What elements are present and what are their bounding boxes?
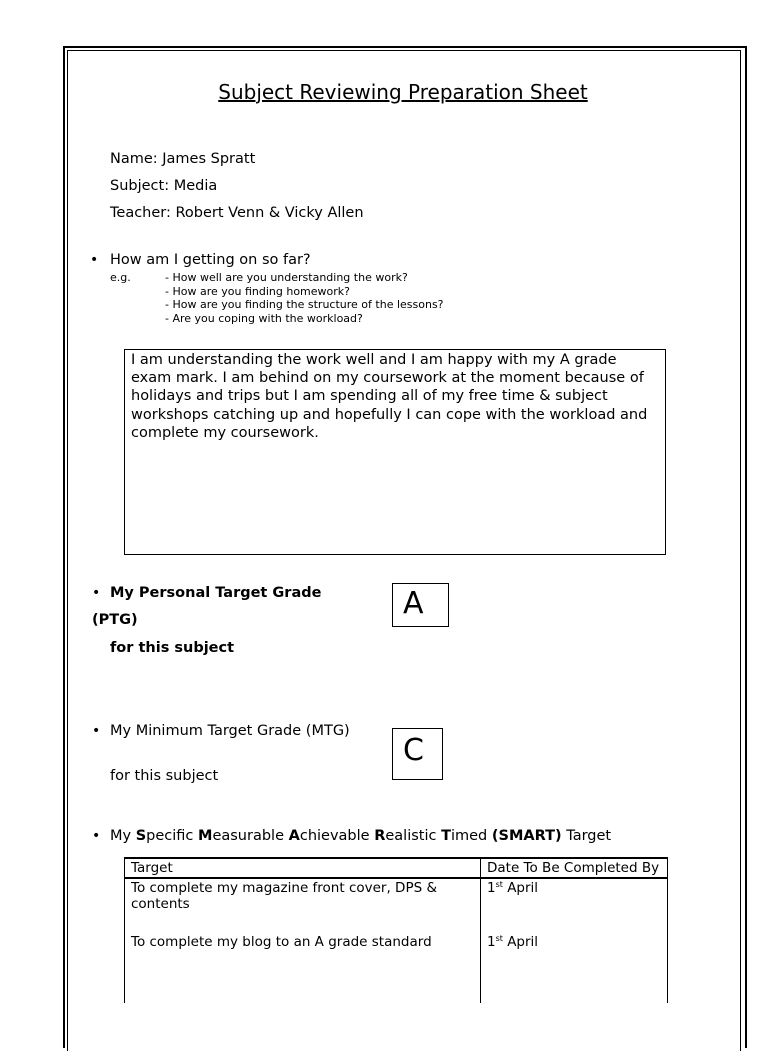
bullet-point: • [92, 723, 101, 739]
table-header-row [125, 858, 668, 878]
prompt-item: - How well are you understanding the work? [165, 271, 408, 284]
bullet-point: • [92, 585, 101, 601]
mtg-label: My Minimum Target Grade (MTG) [110, 723, 350, 739]
date-cell: 1st April 1st April [481, 878, 668, 1003]
table-row [125, 878, 668, 1003]
ptg-grade-box [392, 583, 449, 627]
progress-answer-text: I am understanding the work well and I am happy with my A grade exam mark. I am behind on my coursework at the moment because of holidays and trips but I am spending all of my free time & subject workshops catching up and hopefully I can cope with the workload and complete my coursework. [131, 352, 648, 441]
student-teacher: Teacher: Robert Venn & Vicky Allen [110, 205, 364, 221]
prompt-item: - How are you finding homework? [165, 284, 350, 298]
mtg-grade-box [392, 728, 443, 780]
mtg-for-subject: for this subject [110, 768, 219, 784]
bullet-point: • [92, 828, 101, 844]
bullet-point: • [90, 252, 99, 268]
progress-answer-box [124, 349, 666, 555]
mtg-grade: C [403, 733, 424, 768]
progress-question: How am I getting on so far? [110, 252, 311, 268]
prompt-list [165, 271, 444, 325]
student-subject: Subject: Media [110, 178, 218, 194]
column-header-target: Target [125, 858, 481, 878]
page-title: Subject Reviewing Preparation Sheet [218, 80, 588, 104]
smart-target-table [124, 857, 668, 1003]
ptg-for-subject: for this subject [110, 640, 235, 656]
prompt-item: - How are you finding the structure of the lessons? [165, 298, 444, 311]
prompt-item: - Are you coping with the workload? [165, 311, 363, 325]
column-header-date: Date To Be Completed By [481, 858, 668, 878]
target-cell: To complete my magazine front cover, DPS & contents To complete my blog to an A grade standard [125, 878, 481, 1003]
ptg-label: My Personal Target Grade [110, 585, 322, 601]
ptg-grade: A [403, 586, 424, 621]
student-name: Name: James Spratt [110, 151, 256, 167]
eg-label: e.g. [110, 271, 131, 284]
ptg-abbrev: (PTG) [92, 612, 138, 628]
smart-heading: My Specific Measurable Achievable Realistic Timed (SMART) Target [110, 828, 612, 844]
